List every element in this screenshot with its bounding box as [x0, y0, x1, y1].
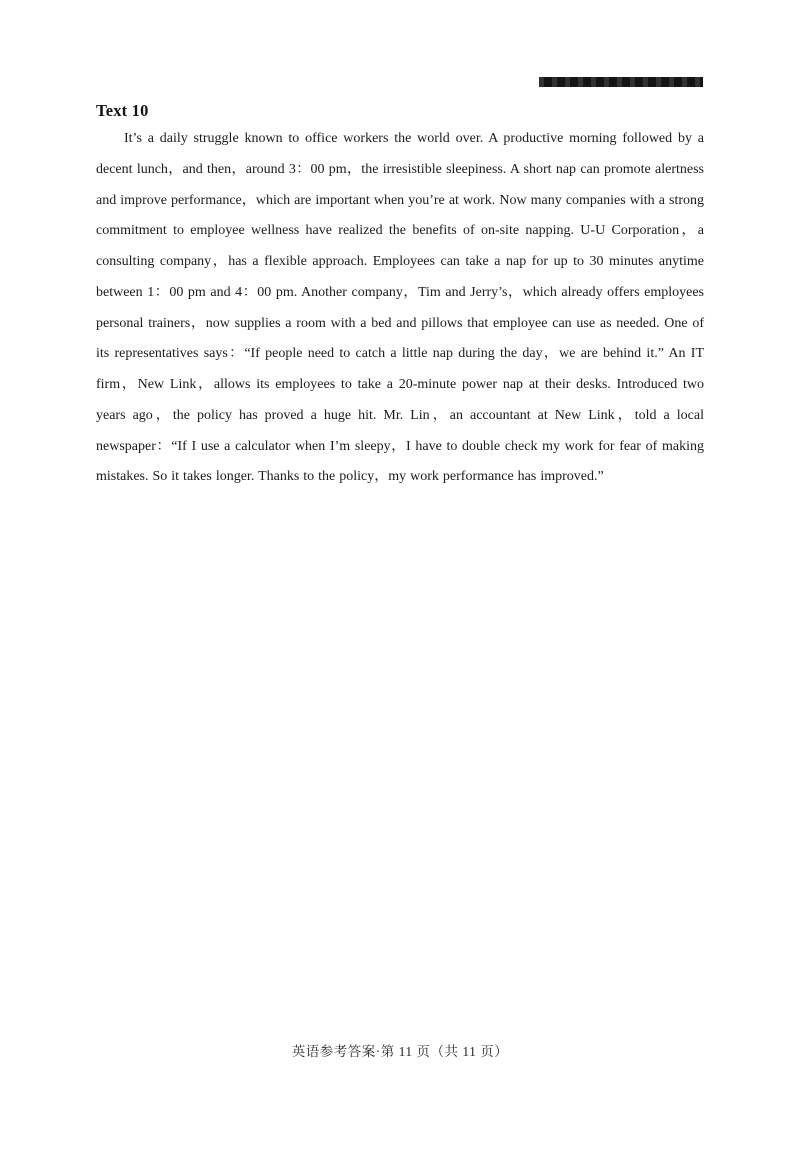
- page-footer: 英语参考答案·第 11 页（共 11 页）: [291, 1044, 509, 1059]
- scan-artifact-bar: [539, 77, 703, 87]
- passage-title: Text 10: [96, 101, 149, 120]
- passage-text: It’s a daily struggle known to office workers the world over. A productive morning followed by a decent lunch，and then，around 3：00 pm，the irresistible sleepiness. A short nap can promote alertness and improve performance，which are important when you’re at work. Now many companies with a strong commitment to employee wellness have realized the benefits of on-site napping. U-U Corporation，a consulting company，has a flexible approach. Employees can take a nap for up to 30 minutes anytime between 1：00 pm and 4：00 pm. Another company，Tim and Jerry’s，which already offers employees personal trainers，now supplies a room with a bed and pillows that employee can use as needed. One of its representatives says：“If people need to catch a little nap during the day，we are behind it.” An IT firm，New Link，allows its employees to take a 20-minute power nap at their desks. Introduced two years ago，the policy has proved a huge hit. Mr. Lin，an accountant at New Link，told a local newspaper：“If I use a calculator when I’m sleepy，I have to double check my work for fear of making mistakes. So it takes longer. Thanks to the policy，my work performance has improved.”: [96, 131, 704, 485]
